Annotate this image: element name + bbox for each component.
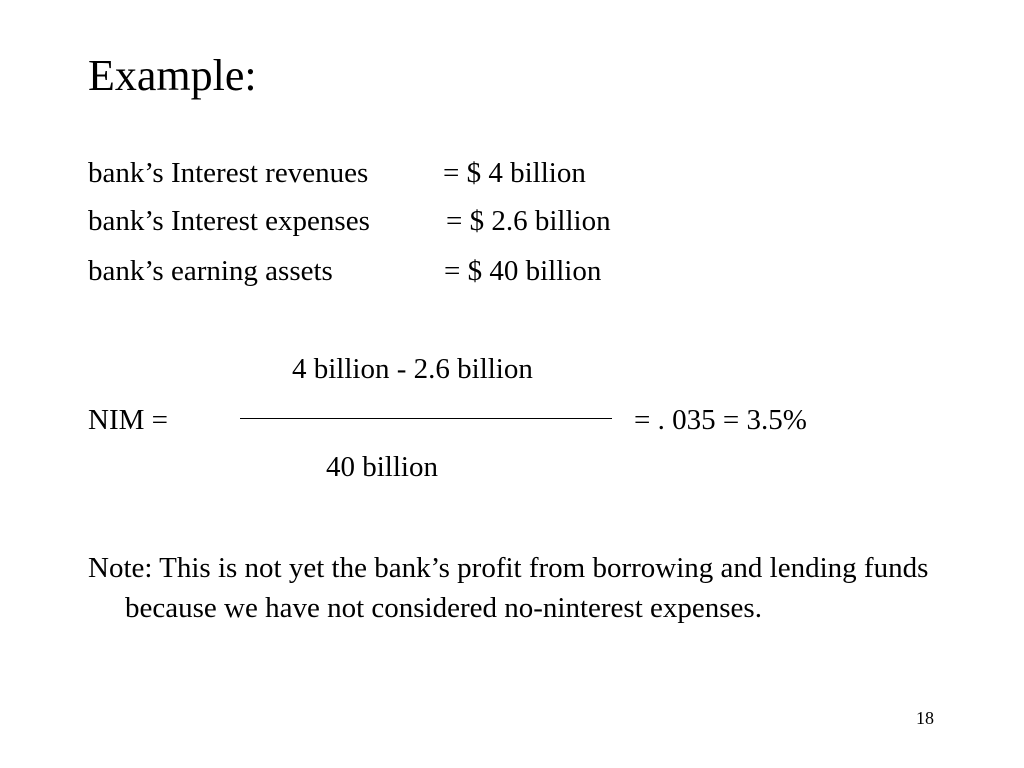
interest-expenses-row <box>88 204 788 238</box>
interest-revenues-row <box>88 156 788 190</box>
page-number: 18 <box>916 708 934 728</box>
row-value: = $ 40 billion <box>444 255 602 287</box>
fraction-bar <box>240 418 612 419</box>
formula-result: = . 035 = 3.5% <box>634 404 807 436</box>
row-label: bank’s Interest revenues <box>88 157 369 189</box>
note-text: Note: This is not yet the bank’s profit from borrowing and lending funds because we have not considered no-ninterest expenses. <box>88 552 929 624</box>
row-label: bank’s Interest expenses <box>88 205 370 237</box>
slide-title: Example: <box>88 51 257 100</box>
formula-lhs: NIM = <box>88 404 168 436</box>
row-label: bank’s earning assets <box>88 255 333 287</box>
formula-denominator: 40 billion <box>326 451 438 483</box>
row-value: = $ 2.6 billion <box>446 205 611 237</box>
earning-assets-row <box>88 254 788 288</box>
formula-numerator: 4 billion - 2.6 billion <box>292 353 533 385</box>
row-value: = $ 4 billion <box>443 157 586 189</box>
